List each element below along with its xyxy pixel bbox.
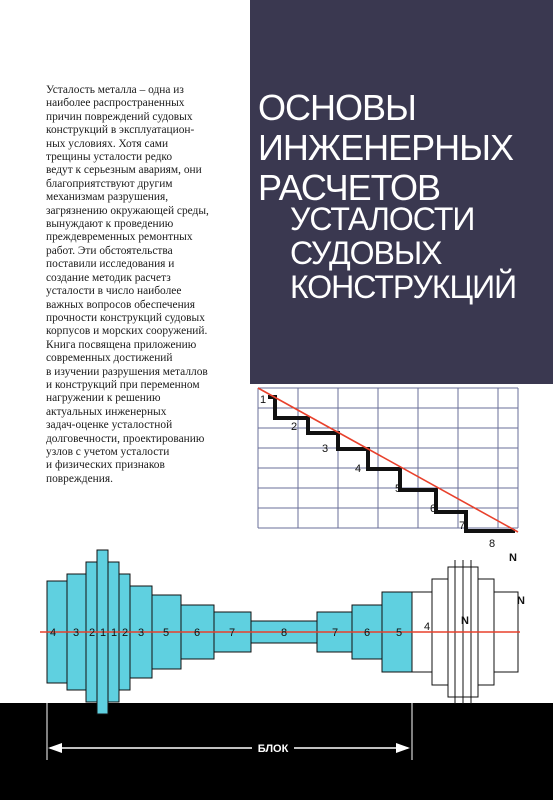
title-line: ОСНОВЫ: [258, 87, 416, 128]
span-arrowhead: [48, 743, 62, 753]
step-label: 6: [429, 503, 437, 515]
step-label: 3: [321, 443, 329, 455]
annotation-line: загрязнению окружающей среды,: [46, 204, 209, 217]
block-label: 2: [121, 627, 129, 639]
annotation-line: и конструкций при переменном: [46, 378, 200, 391]
block-label: 8: [280, 627, 288, 639]
annotation-line: задач-оценке усталостной: [46, 419, 173, 432]
block-label: 7: [331, 627, 339, 639]
step-label: 5: [394, 483, 402, 495]
annotation-line: благоприятствуют другим: [46, 177, 173, 190]
annotation-line: ведут к серьезным авариям, они: [46, 164, 202, 177]
annotation-line: Книга посвящена приложению: [46, 338, 197, 351]
span-label: БЛОК: [257, 743, 289, 755]
block-label: 3: [137, 627, 145, 639]
annotation-line: в изучении разрушения металлов: [46, 365, 208, 378]
end-label-n: N: [517, 595, 525, 607]
title-line: СУДОВЫХ: [290, 235, 442, 271]
annotation-line: актуальных инженерных: [46, 405, 167, 418]
annotation-line: и физических признаков: [46, 459, 165, 472]
title-line: ИНЖЕНЕРНЫХ: [258, 127, 514, 168]
span-arrowhead: [396, 743, 410, 753]
annotation-line: важных вопросов обеспечения: [46, 298, 196, 311]
block-label: 1: [110, 627, 118, 639]
step-label: 4: [354, 463, 362, 475]
axis-label-n: N: [509, 552, 517, 564]
load-steps: [268, 397, 515, 531]
block-label: 4: [49, 627, 57, 639]
annotation-line: Усталость металла – одна из: [46, 84, 184, 96]
block-label: N: [461, 615, 469, 627]
title-line: УСТАЛОСТИ: [290, 201, 475, 237]
step-label: 2: [290, 421, 298, 433]
block-label: 2: [88, 627, 96, 639]
annotation-line: трещины усталости редко: [46, 151, 173, 164]
annotation-line: современных достижений: [46, 352, 173, 365]
block-label: 4: [423, 621, 431, 633]
annotation-line: работ. Эти обстоятельства: [46, 244, 173, 257]
block-label: 6: [193, 627, 201, 639]
annotation-line: узлов с учетом усталости: [46, 445, 170, 458]
title-line: РАСЧЕТОВ: [258, 167, 441, 208]
block-label: 3: [72, 627, 80, 639]
step-label: 7: [458, 520, 466, 532]
title-line: КОНСТРУКЦИЙ: [290, 269, 517, 305]
annotation-line: наиболее распространенных: [46, 97, 185, 110]
annotation-line: конструкций в эксплуатацион-: [46, 124, 195, 137]
annotation-line: вынуждают к проведению: [46, 218, 174, 231]
annotation-line: ных условиях. Хотя сами: [46, 137, 169, 150]
block-label: 1: [99, 627, 107, 639]
step-label: 1: [259, 394, 267, 406]
annotation-line: создание методик расчетз: [46, 271, 171, 284]
annotation-line: механизмам разрушения,: [46, 191, 169, 204]
annotation-line: поставили исследования и: [46, 258, 175, 271]
annotation-line: прочности конструкций судовых: [46, 311, 205, 324]
annotation-line: долговечности, проектированию: [46, 432, 205, 445]
block-label: 5: [395, 627, 403, 639]
step-label: 8: [488, 538, 496, 550]
annotation-line: повреждения.: [46, 472, 113, 485]
fatigue-trend-line: [258, 388, 518, 532]
block-label: 6: [363, 627, 371, 639]
annotation-line: преждевременных ремонтных: [46, 231, 193, 244]
annotation-line: нагружении к решению: [46, 392, 161, 405]
block-label: 5: [162, 627, 170, 639]
annotation-line: усталости в число наиболее: [46, 285, 182, 298]
block-label: 7: [228, 627, 236, 639]
annotation-line: причин повреждений судовых: [46, 110, 193, 123]
annotation-line: корпусов и морских сооружений.: [46, 325, 208, 338]
